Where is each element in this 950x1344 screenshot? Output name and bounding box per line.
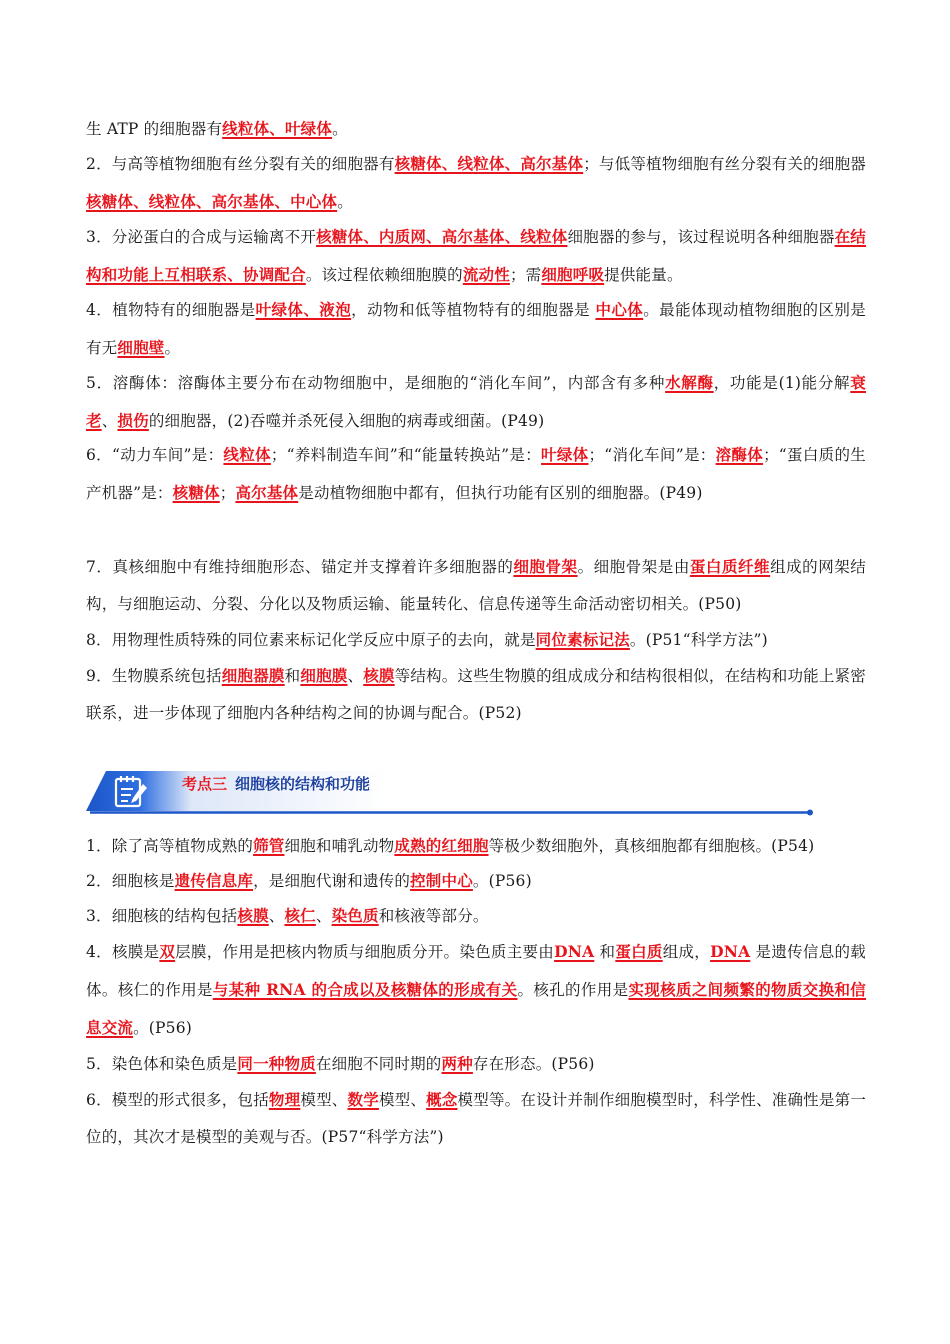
text-segment: 模型、 (378, 1091, 427, 1109)
text-segment: ；需 (509, 266, 542, 284)
paragraph (86, 548, 866, 623)
text-segment: 。(P51“科学方法”) (629, 631, 768, 649)
answer-highlight: 遗传信息库 (174, 871, 254, 890)
section-label: 考点三 (182, 775, 228, 793)
answer-highlight: 流动性 (462, 265, 510, 284)
text-segment: 。最能体现动植物细胞的区别是有无 (86, 301, 866, 357)
text-segment: 。 (164, 339, 181, 357)
text-segment: 细胞器的参与，该过程说明各种细胞器 (567, 228, 835, 246)
text-segment: 3．分泌蛋白的合成与运输离不开 (86, 228, 317, 246)
answer-highlight: 衰老 (86, 373, 866, 430)
answer-highlight: 与某种 RNA 的合成以及核糖体的形成有关 (212, 980, 518, 999)
text-segment: 和 (284, 667, 301, 685)
text-segment: 5．溶酶体：溶酶体主要分布在动物细胞中，是细胞的“消化车间”，内部含有多种 (86, 374, 666, 392)
paragraph (86, 897, 866, 935)
paragraph (86, 862, 866, 900)
answer-highlight: 核仁 (284, 906, 316, 925)
paragraph (86, 110, 866, 148)
text-segment: 。细胞骨架是由 (577, 558, 690, 576)
text-segment: ，是细胞代谢和遗传的 (253, 872, 411, 890)
answer-highlight: 线粒体 (223, 445, 271, 464)
text-segment: 模型等。在设计并制作细胞模型时，科学性、准确性是第一位的，其次才是模型的美观与否。(P57“科学方法”) (86, 1091, 867, 1146)
text-segment: 生 ATP 的细胞器有 (86, 120, 223, 138)
text-segment: 和 (594, 943, 616, 961)
text-segment: ，动物和低等植物特有的细胞器是 (351, 301, 596, 319)
answer-highlight: 中心体 (595, 300, 644, 319)
answer-highlight: 数学 (347, 1090, 379, 1109)
text-segment: 是遗传信息的载体。核仁的作用是 (86, 943, 866, 999)
text-segment: ，功能是(1)能分解 (713, 374, 851, 392)
text-segment: ； (219, 484, 236, 502)
text-segment: 6．“动力车间”是： (86, 446, 224, 464)
paragraph (86, 621, 866, 659)
text-segment: 2．细胞核是 (86, 872, 175, 890)
answer-highlight: 同一种物质 (237, 1054, 316, 1073)
text-segment: 8．用物理性质特殊的同位素来标记化学反应中原子的去向，就是 (86, 631, 536, 649)
section-title-text: 细胞核的结构和功能 (235, 775, 371, 793)
text-segment: ；与低等植物细胞有丝分裂有关的细胞器 (583, 155, 867, 173)
text-segment: 9．生物膜系统包括 (86, 667, 222, 685)
answer-highlight: 细胞膜 (300, 666, 348, 685)
section-header (86, 767, 816, 817)
paragraph (86, 657, 866, 732)
text-segment: 、 (347, 667, 364, 685)
paragraph (86, 218, 866, 294)
text-segment: 模型、 (300, 1091, 348, 1109)
text-segment: 7．真核细胞中有维持细胞形态、锚定并支撑着许多细胞器的 (86, 558, 514, 576)
text-segment: 6．模型的形式很多，包括 (86, 1091, 269, 1109)
answer-highlight: 筛管 (253, 836, 285, 855)
answer-highlight: 同位素标记法 (535, 630, 630, 649)
text-segment: 在细胞不同时期的 (315, 1055, 442, 1073)
answer-highlight: 两种 (441, 1054, 473, 1073)
answer-highlight: 核糖体 (172, 483, 220, 502)
answer-highlight: 核膜 (237, 906, 269, 925)
paragraph (86, 827, 866, 865)
text-segment: 5．染色体和染色质是 (86, 1055, 238, 1073)
text-segment: 4．植物特有的细胞器是 (86, 301, 256, 319)
text-segment: 等结构。这些生物膜的组成成分和结构很相似，在结构和功能上紧密联系，进一步体现了细胞内各种结构之间的协调与配合。(P52) (86, 667, 867, 722)
answer-highlight: 细胞壁 (117, 338, 165, 357)
text-segment: 。 (332, 120, 348, 138)
text-segment: 。(P56) (133, 1019, 193, 1037)
answer-highlight: DNA (710, 942, 751, 961)
text-segment: 。该过程依赖细胞膜的 (305, 266, 463, 284)
text-segment: ；“养料制造车间”和“能量转换站”是： (270, 446, 542, 464)
text-segment: 和核液等部分。 (378, 907, 489, 925)
text-segment: 2．与高等植物细胞有丝分裂有关的细胞器有 (86, 155, 395, 173)
answer-highlight: 控制中心 (410, 871, 473, 890)
paragraph (86, 291, 866, 367)
text-segment: 等极少数细胞外，真核细胞都有细胞核。(P54) (488, 837, 815, 855)
answer-highlight: 溶酶体 (715, 445, 764, 464)
answer-highlight: 概念 (426, 1090, 458, 1109)
answer-highlight: 蛋白质 (615, 942, 663, 961)
answer-highlight: 在结构和功能上互相联系、协调配合 (86, 227, 867, 284)
text-segment: 、 (268, 907, 285, 925)
text-segment: 、 (101, 412, 118, 430)
text-segment: 组成， (662, 943, 711, 961)
text-segment: 。(P56) (472, 872, 532, 890)
text-segment: 4．核膜是 (86, 943, 160, 961)
text-segment: 。核孔的作用是 (517, 981, 629, 999)
text-segment: 层膜，作用是把核内物质与细胞质分开。染色质主要由 (175, 943, 555, 961)
answer-highlight: 染色质 (331, 906, 379, 925)
text-segment: 1．除了高等植物成熟的 (86, 837, 254, 855)
answer-highlight: 双 (159, 942, 176, 961)
text-segment: 存在形态。(P56) (472, 1055, 595, 1073)
answer-highlight: 实现核质之间频繁的物质交换和信息交流 (86, 980, 866, 1037)
answer-highlight: DNA (554, 942, 595, 961)
answer-highlight: 线粒体、叶绿体 (222, 119, 333, 138)
paragraph (86, 1081, 866, 1156)
answer-highlight: 叶绿体 (541, 445, 589, 464)
paragraph (86, 933, 866, 1047)
answer-highlight: 细胞骨架 (513, 557, 578, 576)
answer-highlight: 损伤 (117, 411, 149, 430)
paragraph (86, 145, 866, 221)
text-segment: 细胞和哺乳动物 (284, 837, 395, 855)
paragraph (86, 1045, 866, 1083)
paragraph (86, 436, 866, 512)
answer-highlight: 细胞器膜 (221, 666, 285, 685)
text-segment: 3．细胞核的结构包括 (86, 907, 238, 925)
section-title (182, 773, 370, 794)
answer-highlight: 蛋白质纤维 (689, 557, 771, 576)
answer-highlight: 水解酶 (665, 373, 714, 392)
text-segment: ；“消化车间”是： (588, 446, 716, 464)
answer-highlight: 成熟的红细胞 (394, 836, 489, 855)
text-segment: 是动植物细胞中都有，但执行功能有区别的细胞器。(P49) (298, 484, 703, 502)
text-segment: ；“蛋白质的生产机器”是： (86, 446, 866, 502)
answer-highlight: 核糖体、线粒体、高尔基体 (394, 154, 584, 173)
text-segment: 。 (337, 193, 353, 211)
text-segment: 组成的网架结构，与细胞运动、分裂、分化以及物质运输、能量转化、信息传递等生命活动密切相关。(P50) (86, 558, 866, 613)
answer-highlight: 核糖体、线粒体、高尔基体、中心体 (86, 192, 338, 211)
answer-highlight: 高尔基体 (235, 483, 299, 502)
answer-highlight: 叶绿体、液泡 (255, 300, 352, 319)
text-segment: 的细胞器，(2)吞噬并杀死侵入细胞的病毒或细菌。(P49) (148, 412, 545, 430)
paragraph (86, 364, 866, 440)
answer-highlight: 核糖体、内质网、高尔基体、线粒体 (316, 227, 568, 246)
answer-highlight: 物理 (268, 1090, 301, 1109)
answer-highlight: 细胞呼吸 (541, 265, 605, 284)
text-segment: 提供能量。 (604, 266, 683, 284)
text-segment: 、 (315, 907, 332, 925)
answer-highlight: 核膜 (363, 666, 395, 685)
